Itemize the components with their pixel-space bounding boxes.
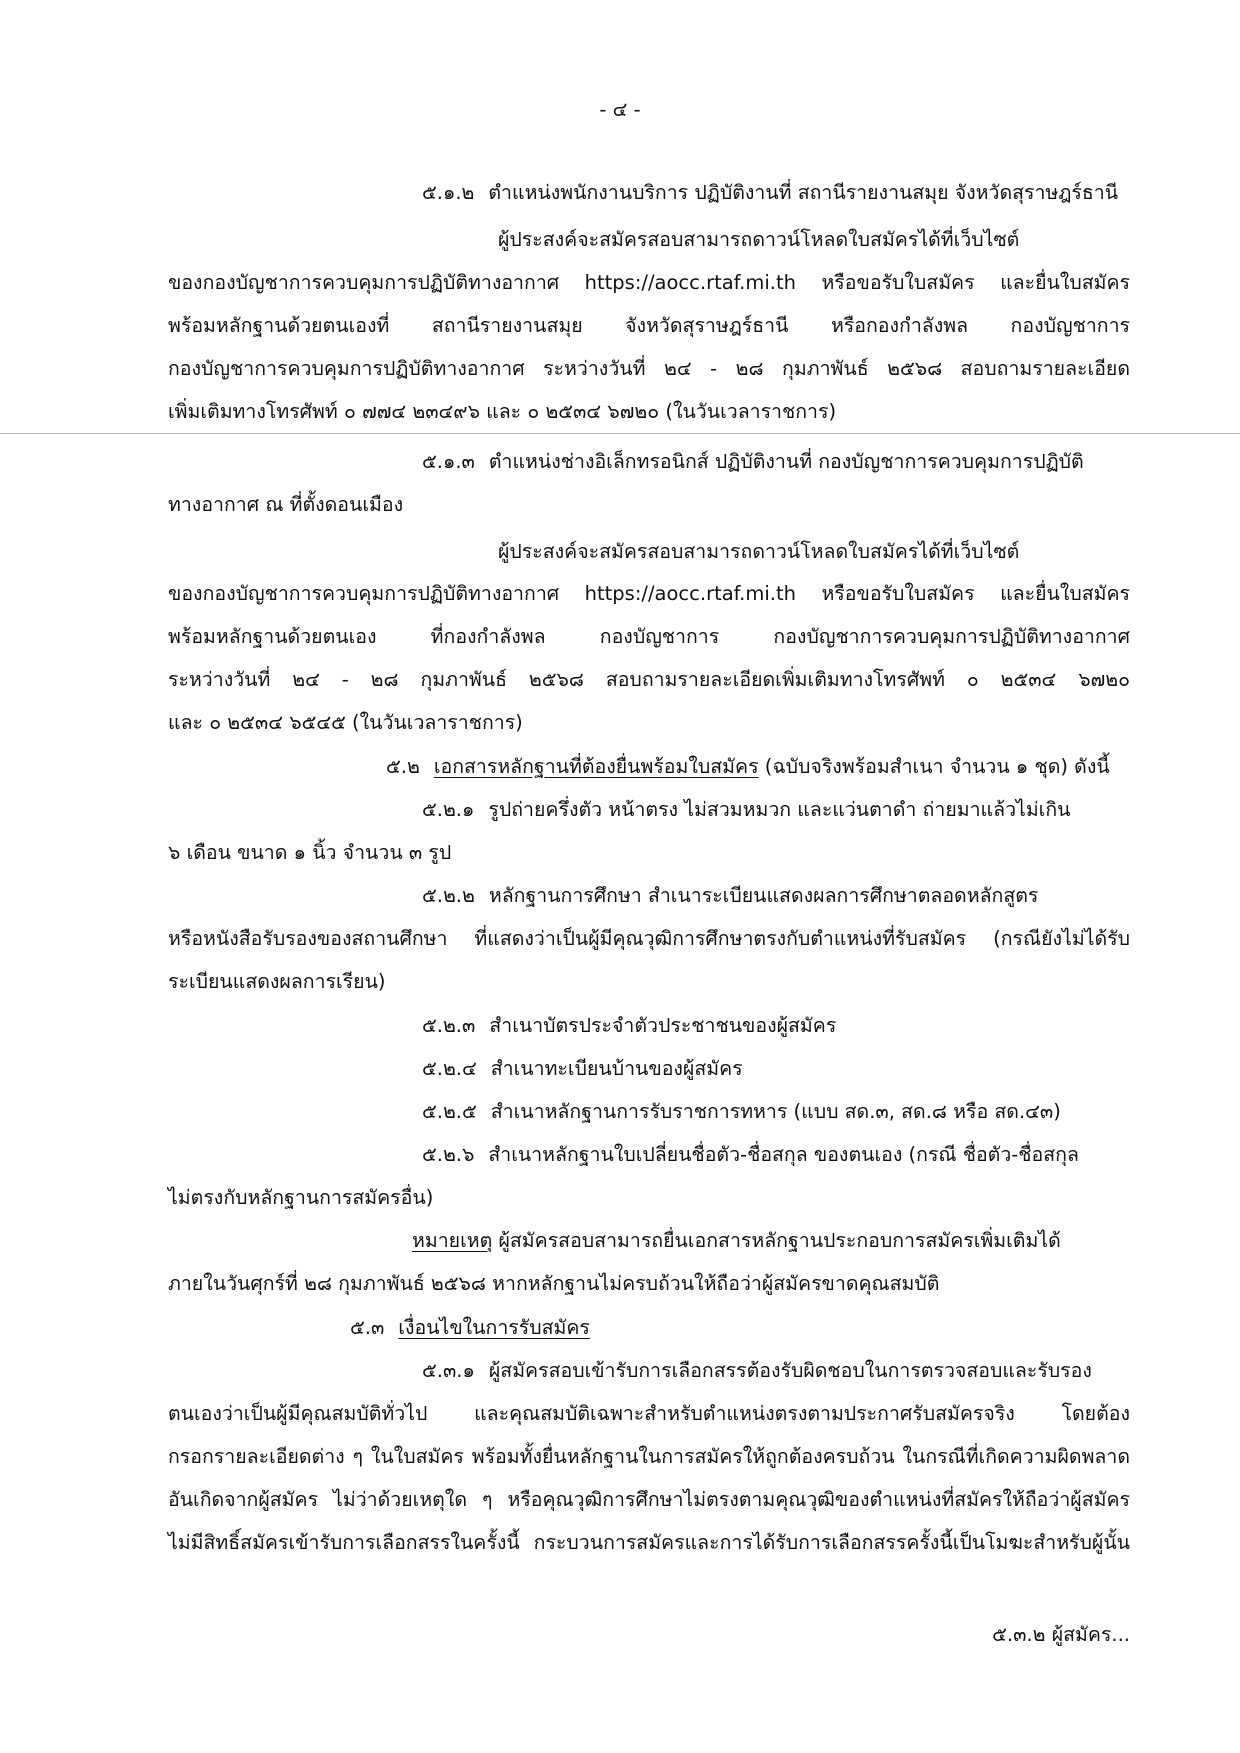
list-item [422, 1097, 1061, 1127]
paragraph-line: พร้อมหลักฐานด้วยตนเองที่ สถานีรายงานสมุย จังหวัดสุราษฎร์ธานี หรือกองกำลังพล กองบัญชาการ [168, 314, 1130, 337]
item-text: สำเนาหลักฐานใบเปลี่ยนชื่อตัว-ชื่อสกุล ของตนเอง (กรณี ชื่อตัว-ชื่อสกุล [488, 1143, 1079, 1166]
item-text: หลักฐานการศึกษา สำเนาระเบียนแสดงผลการศึกษาตลอดหลักสูตร [488, 884, 1039, 907]
item-text: รูปถ่ายครึ่งตัว หน้าตรง ไม่สวมหมวก และแว่นตาดำ ถ่ายมาแล้วไม่เกิน [488, 798, 1071, 821]
section-number: ๕.๒ [386, 755, 420, 778]
item-text: สำเนาหลักฐานการรับราชการทหาร (แบบ สด.๓, สด.๘ หรือ สด.๔๓) [490, 1100, 1061, 1123]
paragraph-line: ระหว่างวันที่ ๒๔ - ๒๘ กุมภาพันธ์ ๒๕๖๘ สอบถามรายละเอียดเพิ่มเติมทางโทรศัพท์ ๐ ๒๕๓๔ ๖๗๒๐ [168, 668, 1130, 691]
paragraph-line: อันเกิดจากผู้สมัคร ไม่ว่าด้วยเหตุใด ๆ หรือคุณวุฒิการศึกษาไม่ตรงตามคุณวุฒิของตำแหน่งที่สมัครให้ถือว่าผู้สมัคร [168, 1488, 1130, 1511]
page-number: - ๔ - [599, 98, 641, 121]
note-label: หมายเหตุ [412, 1229, 493, 1252]
item-number: ๕.๒.๓ [422, 1014, 476, 1037]
section-5-1-3-heading [422, 447, 1084, 477]
paragraph-line: ทางอากาศ ณ ที่ตั้งดอนเมือง [168, 493, 404, 516]
section-title-rest: (ฉบับจริงพร้อมสำเนา จำนวน ๑ ชุด) ดังนี้ [764, 755, 1110, 778]
item-number: ๕.๓.๑ [422, 1359, 475, 1382]
scan-artifact-line [0, 433, 1240, 434]
paragraph-line: ภายในวันศุกร์ที่ ๒๘ กุมภาพันธ์ ๒๕๖๘ หากหลักฐานไม่ครบถ้วนให้ถือว่าผู้สมัครขาดคุณสมบัติ [168, 1272, 940, 1295]
note-text: ผู้สมัครสอบสามารถยื่นเอกสารหลักฐานประกอบการสมัครเพิ่มเติมได้ [498, 1229, 1061, 1252]
paragraph-line: ๖ เดือน ขนาด ๑ นิ้ว จำนวน ๓ รูป [168, 841, 452, 864]
list-item [422, 1011, 836, 1041]
item-number: ๕.๒.๕ [422, 1100, 477, 1123]
section-title: เอกสารหลักฐานที่ต้องยื่นพร้อมใบสมัคร [433, 755, 759, 778]
paragraph-line: ตนเองว่าเป็นผู้มีคุณสมบัติทั่วไป และคุณสมบัติเฉพาะสำหรับตำแหน่งตรงตามประกาศรับสมัครจริง โดยต้อง [168, 1402, 1130, 1425]
paragraph-line: ผู้ประสงค์จะสมัครสอบสามารถดาวน์โหลดใบสมัครได้ที่เว็บไซต์ [498, 540, 1020, 563]
paragraph-line: ผู้ประสงค์จะสมัครสอบสามารถดาวน์โหลดใบสมัครได้ที่เว็บไซต์ [498, 228, 1020, 251]
paragraph-line: หรือหนังสือรับรองของสถานศึกษา ที่แสดงว่าเป็นผู้มีคุณวุฒิการศึกษาตรงกับตำแหน่งที่รับสมัคร (กรณียังไม่ได้รับ [168, 927, 1130, 950]
section-number: ๕.๑.๓ [422, 450, 475, 473]
list-item [422, 1054, 743, 1084]
item-number: ๕.๒.๖ [422, 1143, 475, 1166]
section-5-2-heading [386, 752, 1110, 782]
section-5-3-heading [350, 1313, 590, 1343]
footer-continuation: ๕.๓.๒ ผู้สมัคร... [992, 1623, 1130, 1646]
list-item [422, 881, 1038, 911]
paragraph-line: ระเบียนแสดงผลการเรียน) [168, 970, 386, 993]
section-number: ๕.๑.๒ [422, 181, 475, 204]
paragraph-line: และ ๐ ๒๕๓๔ ๖๕๔๕ (ในวันเวลาราชการ) [168, 711, 523, 734]
section-title: ตำแหน่งช่างอิเล็กทรอนิกส์ ปฏิบัติงานที่ กองบัญชาการควบคุมการปฏิบัติ [488, 450, 1084, 473]
item-text: สำเนาทะเบียนบ้านของผู้สมัคร [490, 1057, 743, 1080]
paragraph-line: ไม่มีสิทธิ์สมัครเข้ารับการเลือกสรรในครั้งนี้ กระบวนการสมัครและการได้รับการเลือกสรรครั้งนี้เป็นโมฆะสำหรับผู้นั้น [168, 1531, 1130, 1554]
section-title: เงื่อนไขในการรับสมัคร [398, 1316, 590, 1339]
paragraph-line: เพิ่มเติมทางโทรศัพท์ ๐ ๗๗๔ ๒๓๔๙๖ และ ๐ ๒๕๓๔ ๖๗๒๐ (ในวันเวลาราชการ) [168, 400, 837, 423]
paragraph-line: พร้อมหลักฐานด้วยตนเอง ที่กองกำลังพล กองบัญชาการ กองบัญชาการควบคุมการปฏิบัติทางอากาศ [168, 625, 1130, 648]
item-number: ๕.๒.๒ [422, 884, 475, 907]
section-5-1-2-heading [422, 178, 1118, 208]
note-line [412, 1226, 1061, 1256]
paragraph-line: ไม่ตรงกับหลักฐานการสมัครอื่น) [168, 1186, 434, 1209]
paragraph-line: กรอกรายละเอียดต่าง ๆ ในใบสมัคร พร้อมทั้งยื่นหลักฐานในการสมัครให้ถูกต้องครบถ้วน ในกรณีที่เกิดความผิดพลาด [168, 1445, 1130, 1468]
item-text: ผู้สมัครสอบเข้ารับการเลือกสรรต้องรับผิดชอบในการตรวจสอบและรับรอง [488, 1359, 1092, 1382]
paragraph-line: ของกองบัญชาการควบคุมการปฏิบัติทางอากาศ https://aocc.rtaf.mi.th หรือขอรับใบสมัคร และยื่นใบสมัคร [168, 582, 1130, 605]
item-text: สำเนาบัตรประจำตัวประชาชนของผู้สมัคร [489, 1014, 837, 1037]
paragraph-line: ของกองบัญชาการควบคุมการปฏิบัติทางอากาศ https://aocc.rtaf.mi.th หรือขอรับใบสมัคร และยื่นใบสมัคร [168, 271, 1130, 294]
paragraph-line: กองบัญชาการควบคุมการปฏิบัติทางอากาศ ระหว่างวันที่ ๒๔ - ๒๘ กุมภาพันธ์ ๒๕๖๘ สอบถามรายละเอียด [168, 357, 1130, 380]
item-number: ๕.๒.๑ [422, 798, 475, 821]
section-number: ๕.๓ [350, 1316, 385, 1339]
list-item [422, 1356, 1092, 1386]
list-item [422, 795, 1070, 825]
list-item [422, 1140, 1079, 1170]
item-number: ๕.๒.๔ [422, 1057, 477, 1080]
section-title: ตำแหน่งพนักงานบริการ ปฏิบัติงานที่ สถานีรายงานสมุย จังหวัดสุราษฎร์ธานี [488, 181, 1119, 204]
